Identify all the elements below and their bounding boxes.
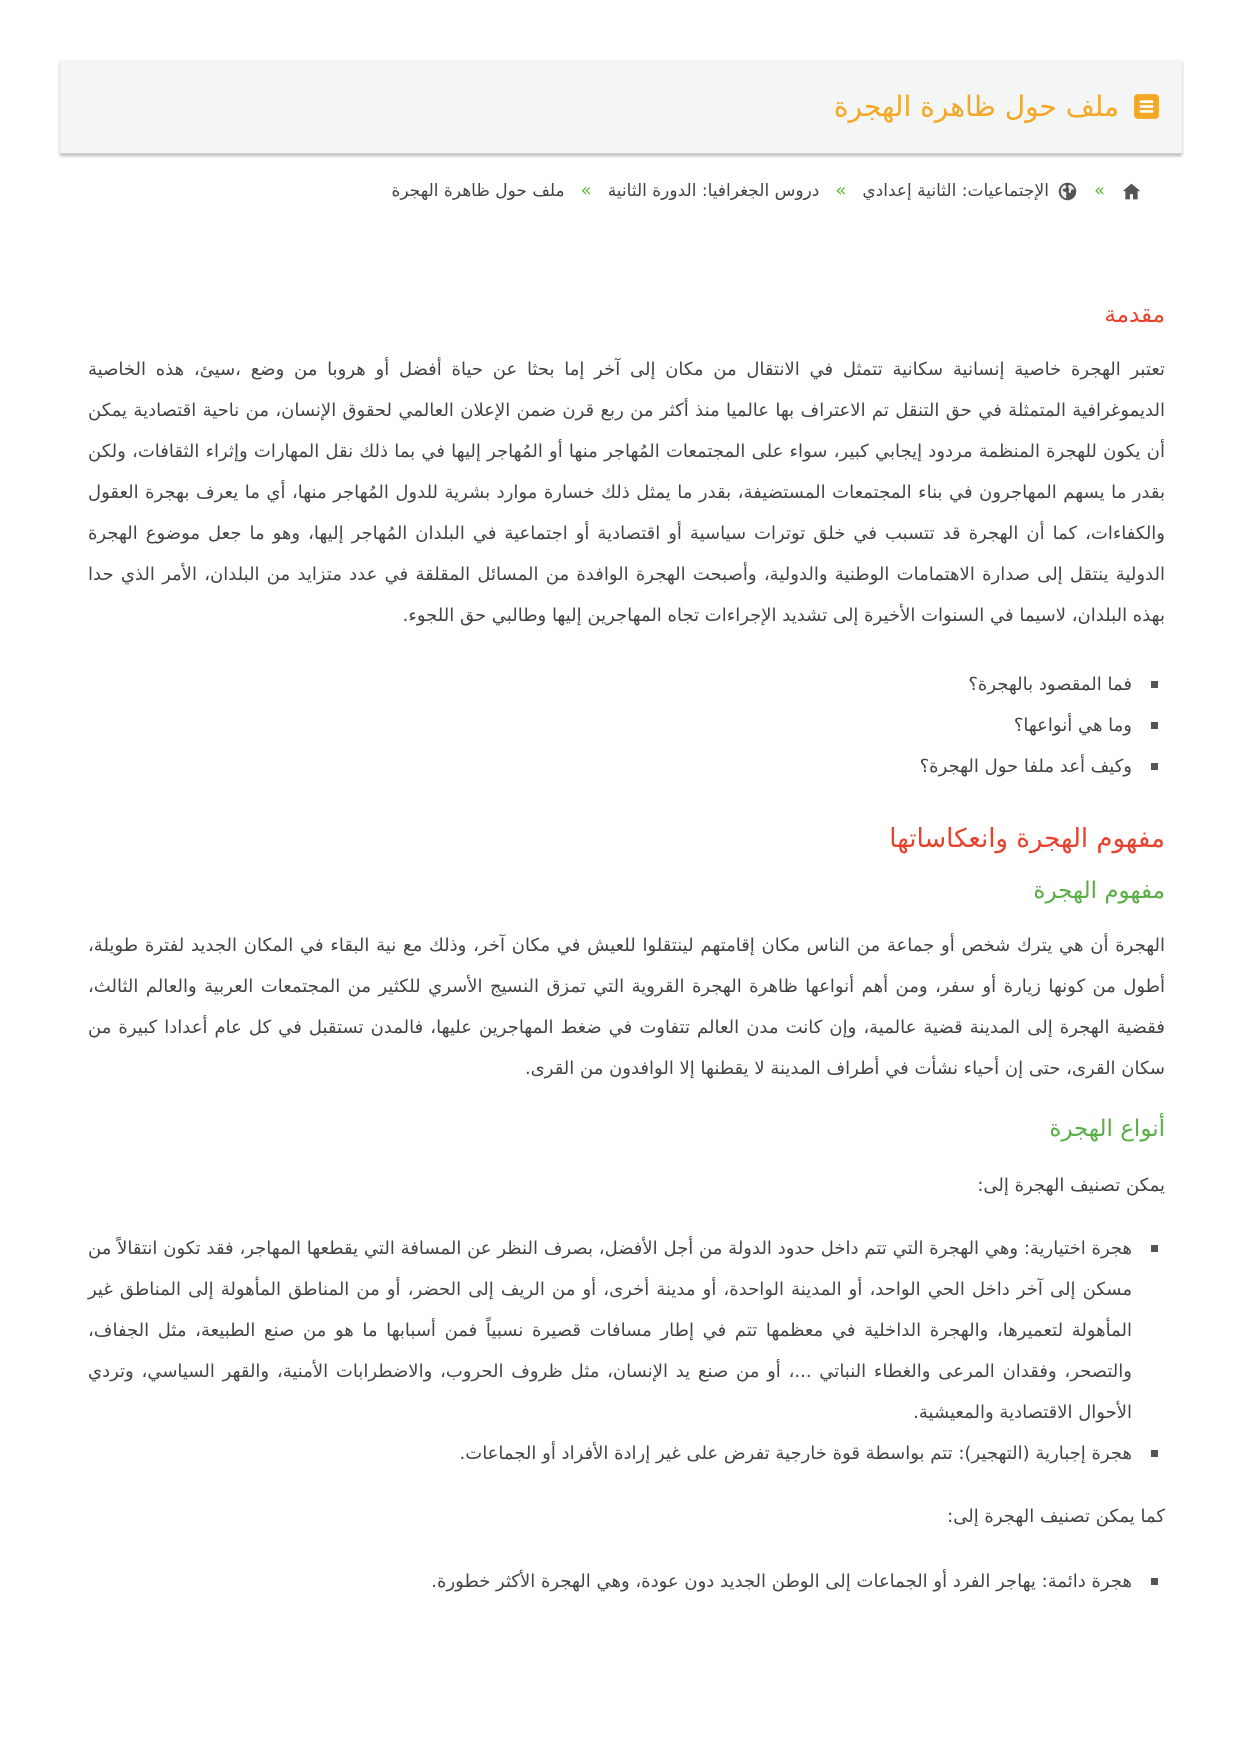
list-item xyxy=(88,664,1165,705)
article-content xyxy=(60,295,1182,1602)
breadcrumb-separator: » xyxy=(580,180,592,201)
globe-icon xyxy=(1057,181,1078,202)
intro-paragraph: تعتبر الهجرة خاصية إنسانية سكانية تتمثل في الانتقال من مكان إلى آخر إما بحثا عن حياة أفضل أو هروبا من وضع ،سيئ، هذه الخاصية الديموغرافية المتمثلة في حق التنقل تم الاعتراف بها عالميا منذ أكثر من ربع قرن ضمن الإعلان العالمي لحقوق الإنسان، من ناحية اقتصادية يمكن أن يكون للهجرة المنظمة مردود إيجابي كبير، سواء على المجتمعات المُهاجر منها أو المُهاجر إليها في بما ذلك نقل المهارات وإثراء الثقافات، ولكن بقدر ما يسهم المهاجرون في بناء المجتمعات المستضيفة، بقدر ما يمثل ذلك خسارة موارد بشرية للدول المُهاجر منها، أي ما يعرف بهجرة العقول والكفاءات، كما أن الهجرة قد تتسبب في خلق توترات سياسية أو اقتصادية أو اجتماعية في البلدان المُهاجر إليها، وهو ما جعل موضوع الهجرة الدولية ينتقل إلى صدارة الاهتمامات الوطنية والدولية، وأصبحت الهجرة الوافدة من المسائل المقلقة في عدد متزايد من البلدان، الأمر الذي حدا بهذه البلدان، لاسيما في السنوات الأخيرة إلى تشديد الإجراءات تجاه المهاجرين إليها وطالبي حق اللجوء. xyxy=(88,359,1165,626)
intro-heading: مقدمة xyxy=(1104,302,1165,328)
breadcrumb-separator: » xyxy=(1093,180,1105,201)
square-bullet xyxy=(1151,681,1158,688)
list-item-text: وكيف أعد ملفا حول الهجرة؟ xyxy=(919,756,1132,777)
types-subheading: أنواع الهجرة xyxy=(1049,1116,1165,1142)
page-header xyxy=(60,60,1182,154)
concept-heading: مفهوم الهجرة وانعكاساتها xyxy=(889,824,1165,854)
types-list xyxy=(88,1228,1165,1474)
types-lead: يمكن تصنيف الهجرة إلى: xyxy=(977,1175,1165,1196)
types-list-2 xyxy=(88,1561,1165,1602)
breadcrumb-home[interactable] xyxy=(1121,181,1142,202)
document-icon-line xyxy=(1140,110,1154,113)
page-title: ملف حول ظاهرة الهجرة xyxy=(833,89,1119,123)
list-item xyxy=(88,1433,1165,1474)
types-lead-2: كما يمكن تصنيف الهجرة إلى: xyxy=(947,1506,1165,1527)
document-icon xyxy=(1133,93,1160,120)
document-icon-line xyxy=(1140,100,1154,103)
list-item xyxy=(88,1561,1165,1602)
square-bullet xyxy=(1151,722,1158,729)
concept-paragraph: الهجرة أن هي يترك شخص أو جماعة من الناس مكان إقامتهم لينتقلوا للعيش في مكان آخر، وذلك مع نية البقاء في المكان الجديد لفترة طويلة، أطول من كونها زيارة أو سفر، ومن أهم أنواعها ظاهرة الهجرة القروية التي تمزق النسيج الأسري للكثير من المجتمعات العربية والعالم الثالث، فقضية الهجرة إلى المدينة قضية عالمية، وإن كانت مدن العالم تتفاوت في ضغط المهاجرين عليها، فالمدن تستقبل في كل عام أعدادا كبيرة من سكان القرى، حتى إن أحياء نشأت في أطراف المدينة لا يقطنها إلا الوافدون من القرى. xyxy=(88,935,1165,1079)
breadcrumb-item-label: الإجتماعيات: الثانية إعدادي xyxy=(862,181,1049,201)
list-item-text: هجرة دائمة: يهاجر الفرد أو الجماعات إلى الوطن الجديد دون عودة، وهي الهجرة الأكثر خطورة. xyxy=(431,1571,1132,1592)
square-bullet xyxy=(1151,1245,1158,1252)
square-bullet xyxy=(1151,1578,1158,1585)
breadcrumb-item-geography-lessons[interactable]: دروس الجغرافيا: الدورة الثانية xyxy=(607,181,820,201)
breadcrumb xyxy=(60,172,1182,210)
list-item-text: هجرة اختيارية: وهي الهجرة التي تتم داخل حدود الدولة من أجل الأفضل، بصرف النظر عن المسافة التي يقطعها المهاجر، فقد تكون انتقالاً من مسكن إلى آخر داخل الحي الواحد، أو المدينة الواحدة، أو مدينة أخرى، أو من الريف إلى الحضر، أو من المناطق المأهولة إلى المناطق غير المأهولة لتعميرها، والهجرة الداخلية في معظمها تتم في إطار مسافات قصيرة نسبياً فمن أسبابها ما هو من صنع الطبيعة، مثل الجفاف، والتصحر، وفقدان المرعى والغطاء النباتي ...، أو من صنع يد الإنسان، مثل ظروف الحروب، والاضطرابات الأمنية، والقهر السياسي، وتردي الأحوال الاقتصادية والمعيشية. xyxy=(88,1238,1132,1423)
list-item-text: وما هي أنواعها؟ xyxy=(1013,715,1132,736)
square-bullet xyxy=(1151,1450,1158,1457)
square-bullet xyxy=(1151,763,1158,770)
breadcrumb-separator: » xyxy=(835,180,847,201)
list-item xyxy=(88,746,1165,787)
globe-icon-wrap xyxy=(1057,181,1078,202)
concept-subheading: مفهوم الهجرة xyxy=(1033,878,1165,904)
home-icon xyxy=(1121,181,1142,202)
intro-questions-list xyxy=(88,664,1165,787)
document-icon-line xyxy=(1140,105,1154,108)
list-item xyxy=(88,705,1165,746)
breadcrumb-item-social-studies[interactable] xyxy=(862,172,1078,210)
breadcrumb-item-current: ملف حول ظاهرة الهجرة xyxy=(391,181,565,201)
list-item-text: فما المقصود بالهجرة؟ xyxy=(968,674,1132,695)
list-item xyxy=(88,1228,1165,1433)
list-item-text: هجرة إجبارية (التهجير): تتم بواسطة قوة خارجية تفرض على غير إرادة الأفراد أو الجماعات. xyxy=(459,1443,1132,1464)
